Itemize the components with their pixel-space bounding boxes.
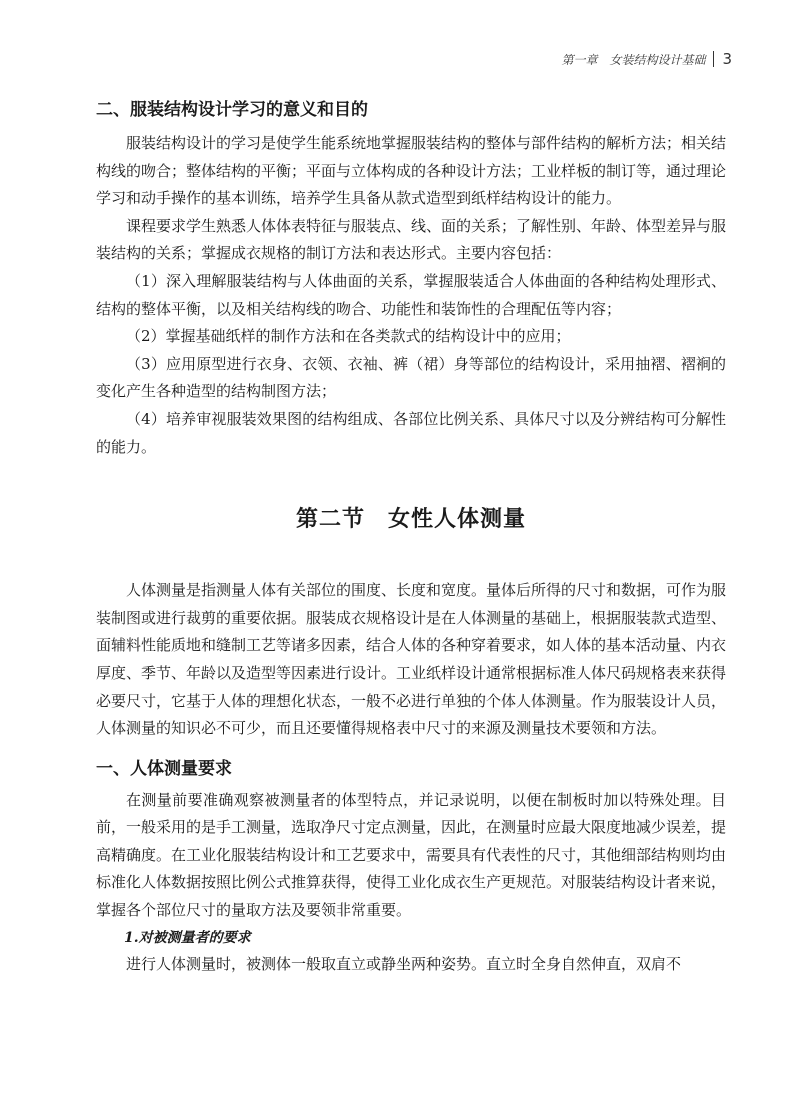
paragraph: 在测量前要准确观察被测量者的体型特点，并记录说明，以便在制板时加以特殊处理。目前，一般采用的是手工测量，选取净尺寸定点测量，因此，在测量时应最大限度地减少误差，提高精确度。在工业化服装结构设计和工艺要求中，需要具有代表性的尺寸，其他细部结构则均由标准化人体数据按照比例公式推算获得，使得工业化成衣生产更规范。对服装结构设计者来说，掌握各个部位尺寸的量取方法及要领非常重要。 (96, 790, 727, 920)
header-divider (713, 51, 714, 67)
list-item: （2）掌握基础纸样的制作方法和在各类款式的结构设计中的应用； (126, 327, 571, 346)
paragraph: 服装结构设计的学习是使学生能系统地掌握服装结构的整体与部件结构的解析方法；相关结构线的吻合；整体结构的平衡；平面与立体构成的各种设计方法；工业样板的制订等，通过理论学习和动手操作的基本训练，培养学生具备从款式造型到纸样结构设计的能力。 (96, 134, 727, 208)
section-heading-significance: 二、服装结构设计学习的意义和目的 (96, 100, 368, 120)
page-number: 3 (722, 50, 732, 68)
list-item: （3）应用原型进行衣身、衣领、衣袖、裤（裙）身等部位的结构设计，采用抽褶、褶裥的变化产生各种造型的结构制图方法； (96, 354, 726, 401)
running-title: 第一章 女装结构设计基础 (561, 52, 706, 67)
paragraph: 课程要求学生熟悉人体体表特征与服装点、线、面的关系；了解性别、年龄、体型差异与服装结构的关系；掌握成衣规格的制订方法和表达形式。主要内容包括： (96, 216, 727, 263)
running-header (561, 50, 732, 68)
page-content (96, 96, 726, 978)
list-item: （4）培养审视服装效果图的结构组成、各部位比例关系、具体尺寸以及分辨结构可分解性的能力。 (96, 409, 726, 456)
intro-paragraph: 人体测量是指测量人体有关部位的围度、长度和宽度。量体后所得的尺寸和数据，可作为服装制图或进行裁剪的重要依据。服装成衣规格设计是在人体测量的基础上，根据服装款式造型、面辅料性能质地和缝制工艺等诸多因素，结合人体的各种穿着要求，如人体的基本活动量、内衣厚度、季节、年龄以及造型等因素进行设计。工业纸样设计通常根据标准人体尺码规格表来获得必要尺寸，它基于人体的理想化状态，一般不必进行单独的个体人体测量。作为服装设计人员，人体测量的知识必不可少，而且还要懂得规格表中尺寸的来源及测量技术要领和方法。 (96, 581, 727, 738)
section-heading-requirements: 一、人体测量要求 (96, 758, 232, 779)
list-item: （1）深入理解服装结构与人体曲面的关系，掌握服装适合人体曲面的各种结构处理形式、结构的整体平衡，以及相关结构线的吻合、功能性和装饰性的合理配伍等内容； (96, 271, 726, 318)
paragraph: 进行人体测量时，被测体一般取直立或静坐两种姿势。直立时全身自然伸直，双肩不 (126, 954, 682, 973)
subheading: 1.对被测量者的要求 (124, 929, 251, 946)
section-title: 第二节 女性人体测量 (295, 507, 526, 533)
